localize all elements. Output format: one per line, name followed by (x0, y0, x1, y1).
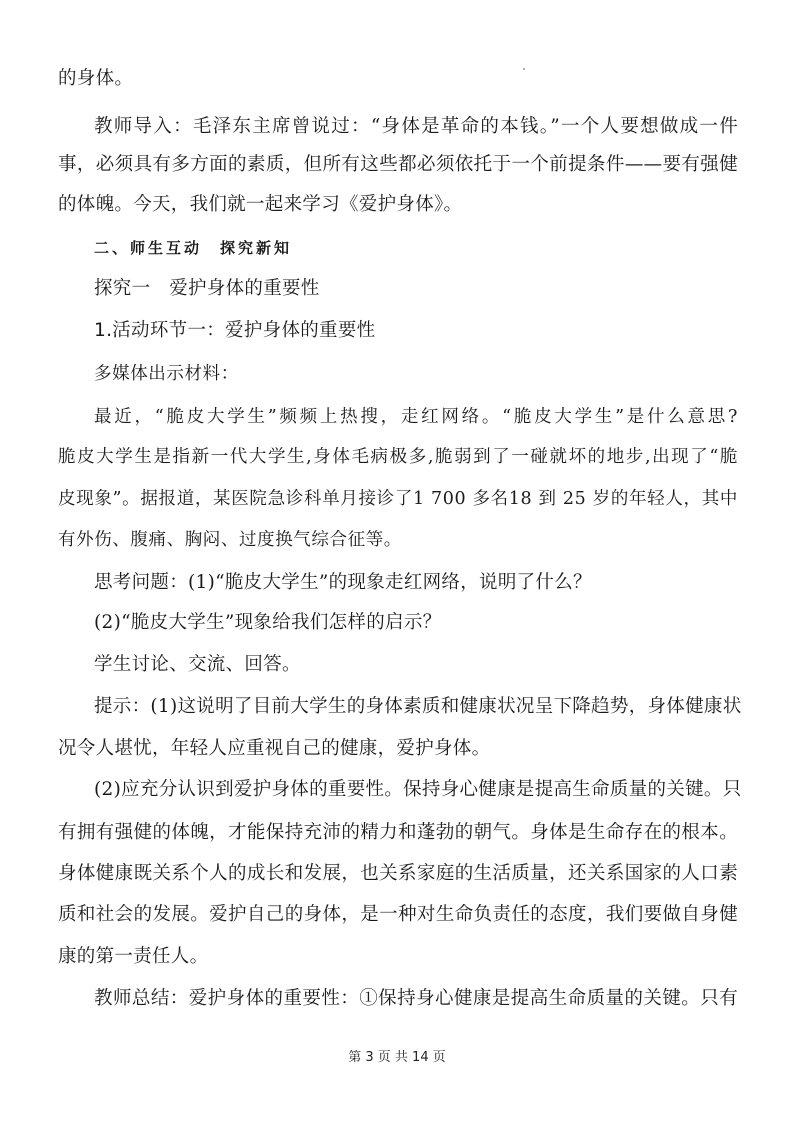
text-line: 事，必须具有多方面的素质，但所有这些都必须依托于一个前提条件——要有强健 (58, 154, 738, 175)
hint-line: 质和社会的发展。爱护自己的身体，是一种对生命负责任的态度，我们要做自身健 (58, 904, 738, 925)
text-line: 的身体。 (58, 68, 134, 89)
question-2: (2)“脆皮大学生”现象给我们怎样的启示？ (94, 612, 442, 633)
hint-line: 康的第一责任人。 (58, 946, 209, 967)
material-line: 皮现象”。据报道，某医院急诊科单月接诊了1 700 多名18 到 25 岁的年轻人，其中 (58, 489, 738, 509)
hint-line: 提示：(1)这说明了目前大学生的身体素质和健康状况呈下降趋势，身体健康状 (94, 696, 742, 717)
section-heading: 二、师生互动 探究新知 (94, 239, 293, 257)
page-number: 第 3 页 共 14 页 (348, 1050, 446, 1065)
hint-line: 况令人堪忧，年轻人应重视自己的健康，爱护身体。 (58, 738, 491, 759)
hint-line: (2)应充分认识到爱护身体的重要性。保持身心健康是提高生命质量的关键。只 (94, 779, 742, 800)
activity-heading: 1.活动环节一：爱护身体的重要性 (94, 320, 376, 341)
material-intro: 多媒体出示材料： (94, 364, 239, 384)
hint-line: 有拥有强健的体魄，才能保持充沛的精力和蓬勃的朝气。身体是生命存在的根本。 (58, 822, 738, 843)
hint-line: 身体健康既关系个人的成长和发展，也关系家庭的生活质量，还关系国家的人口素 (58, 863, 738, 884)
teacher-summary: 教师总结：爱护身体的重要性：①保持身心健康是提高生命质量的关键。只有 (94, 988, 738, 1009)
text-line: 教师导入：毛泽东主席曾说过：“身体是革命的本钱。”一个人要想做成一件 (94, 116, 738, 137)
subsection-heading: 探究一 爱护身体的重要性 (94, 278, 320, 299)
text-line: 学生讨论、交流、回答。 (94, 654, 301, 675)
question-1: 思考问题：(1)“脆皮大学生”的现象走红网络，说明了什么？ (94, 572, 592, 593)
material-line: 最近，“脆皮大学生”频频上热搜，走红网络。“脆皮大学生”是什么意思? (94, 407, 738, 427)
material-line: 脆皮大学生是指新一代大学生,身体毛病极多,脆弱到了一碰就坏的地步,出现了“脆 (58, 447, 738, 467)
material-line: 有外伤、腹痛、胸闷、过度换气综合征等。 (58, 530, 402, 550)
text-line: 的体魄。今天，我们就一起来学习《爱护身体》。 (58, 194, 463, 215)
